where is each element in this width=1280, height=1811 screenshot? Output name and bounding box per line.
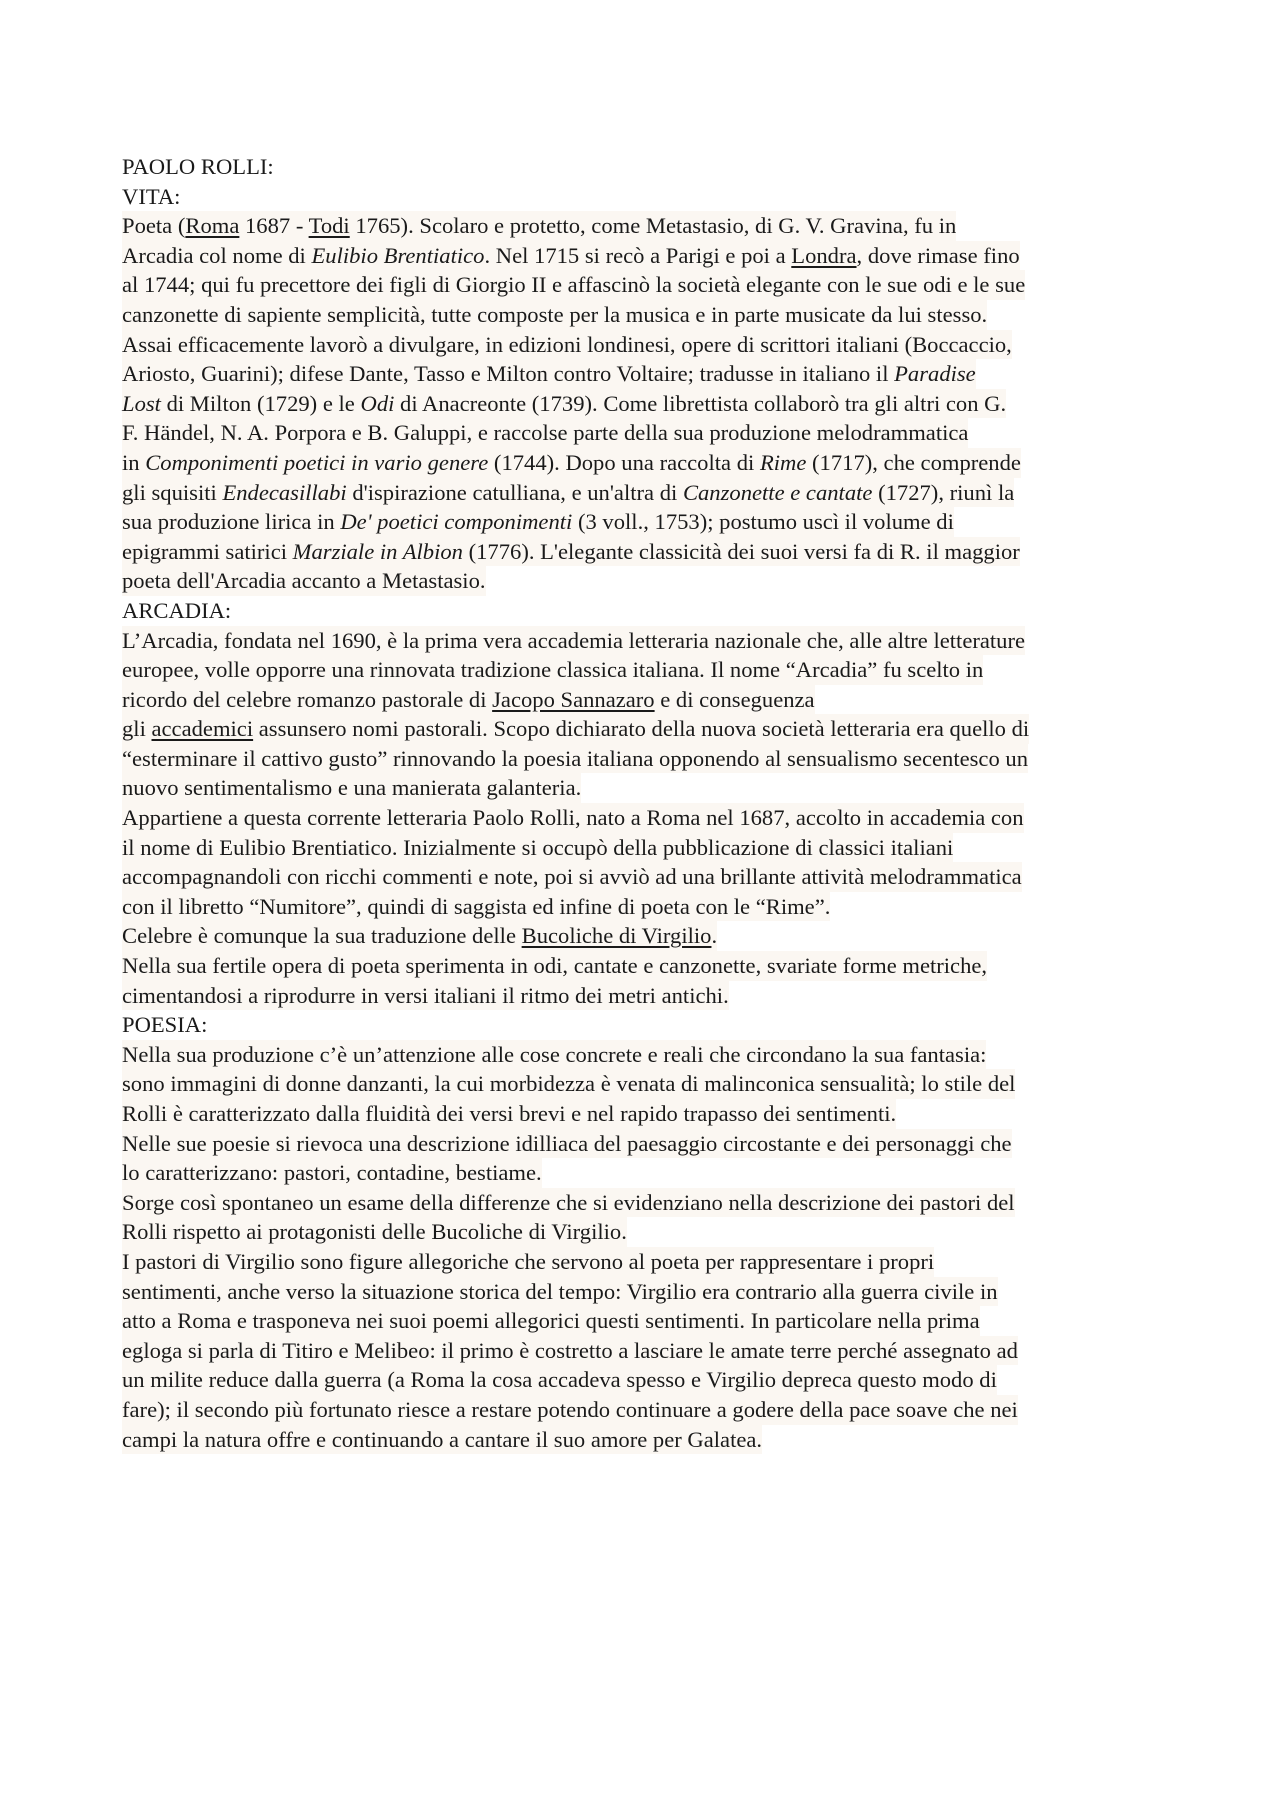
text-line: europee, volle opporre una rinnovata tradizione classica italiana. Il nome “Arcadia” fu scelto in	[122, 655, 983, 685]
text-line: “esterminare il cattivo gusto” rinnovando la poesia italiana opponendo al sensualismo secentesco un	[122, 744, 1028, 774]
text-line: ricordo del celebre romanzo pastorale di Jacopo Sannazaro e di conseguenza	[122, 685, 815, 715]
text-line: Rolli è caratterizzato dalla fluidità dei versi brevi e nel rapido trapasso dei sentimenti.	[122, 1099, 896, 1129]
section-heading-vita: VITA:	[122, 183, 181, 209]
section-heading-arcadia: ARCADIA:	[122, 597, 232, 623]
text-line: in Componimenti poetici in vario genere (1744). Dopo una raccolta di Rime (1717), che comprende	[122, 448, 1021, 478]
arcadia-paragraph	[122, 626, 1182, 1011]
text-line: I pastori di Virgilio sono figure allegoriche che servono al poeta per rappresentare i propri	[122, 1247, 934, 1277]
text-line: nuovo sentimentalismo e una manierata galanteria.	[122, 773, 581, 803]
text-line: Rolli rispetto ai protagonisti delle Bucoliche di Virgilio.	[122, 1217, 627, 1247]
text-line: Lost di Milton (1729) e le Odi di Anacreonte (1739). Come librettista collaborò tra gli altri con G.	[122, 389, 1006, 419]
link-londra[interactable]: Londra	[791, 242, 857, 268]
text-line: egloga si parla di Titiro e Melibeo: il primo è costretto a lasciare le amate terre perché assegnato ad	[122, 1336, 1018, 1366]
text-line: epigrammi satirici Marziale in Albion (1776). L'elegante classicità dei suoi versi fa di R. il maggior	[122, 537, 1020, 567]
text-line: cimentandosi a riprodurre in versi italiani il ritmo dei metri antichi.	[122, 981, 729, 1011]
link-roma[interactable]: Roma	[185, 213, 240, 239]
text-line: con il libretto “Numitore”, quindi di saggista ed infine di poeta con le “Rime”.	[122, 892, 830, 922]
document-page	[122, 152, 1182, 1454]
text-line: Appartiene a questa corrente letteraria Paolo Rolli, nato a Roma nel 1687, accolto in accademia con	[122, 803, 1024, 833]
text-line: Assai efficacemente lavorò a divulgare, in edizioni londinesi, opere di scrittori italiani (Boccaccio,	[122, 330, 1012, 360]
text-line: F. Händel, N. A. Porpora e B. Galuppi, e raccolse parte della sua produzione melodrammatica	[122, 418, 968, 448]
link-todi[interactable]: Todi	[308, 213, 350, 239]
link-bucoliche-di-virgilio[interactable]: Bucoliche di Virgilio	[521, 923, 712, 949]
link-accademici[interactable]: accademici	[151, 716, 254, 742]
text-line: al 1744; qui fu precettore dei figli di Giorgio II e affascinò la società elegante con le sue odi e le sue	[122, 270, 1025, 300]
document-title: PAOLO ROLLI:	[122, 154, 274, 179]
text-line: Nella sua fertile opera di poeta sperimenta in odi, cantate e canzonette, svariate forme metriche,	[122, 951, 987, 981]
text-line: gli squisiti Endecasillabi d'ispirazione catulliana, e un'altra di Canzonette e cantate (1727), riunì la	[122, 478, 1014, 508]
vita-paragraph	[122, 211, 1182, 596]
text-line: poeta dell'Arcadia accanto a Metastasio.	[122, 566, 486, 596]
text-line: sentimenti, anche verso la situazione storica del tempo: Virgilio era contrario alla guerra civile in	[122, 1277, 998, 1307]
text-line: Ariosto, Guarini); difese Dante, Tasso e Milton contro Voltaire; tradusse in italiano il Paradise	[122, 359, 976, 389]
text-line: sua produzione lirica in De' poetici componimenti (3 voll., 1753); postumo uscì il volume di	[122, 507, 954, 537]
section-heading-poesia: POESIA:	[122, 1012, 208, 1038]
text-line: un milite reduce dalla guerra (a Roma la cosa accadeva spesso e Virgilio depreca questo modo di	[122, 1365, 997, 1395]
text-line: Arcadia col nome di Eulibio Brentiatico. Nel 1715 si recò a Parigi e poi a Londra, dove rimase fino	[122, 241, 1020, 271]
text-line: fare); il secondo più fortunato riesce a restare potendo continuare a godere della pace soave che nei	[122, 1395, 1018, 1425]
text-line: il nome di Eulibio Brentiatico. Inizialmente si occupò della pubblicazione di classici italiani	[122, 833, 953, 863]
text-line: Nelle sue poesie si rievoca una descrizione idilliaca del paesaggio circostante e dei personaggi che	[122, 1129, 1012, 1159]
text-line: accompagnandoli con ricchi commenti e note, poi si avviò ad una brillante attività melodrammatica	[122, 862, 1022, 892]
text-line: lo caratterizzano: pastori, contadine, bestiame.	[122, 1158, 542, 1188]
link-jacopo-sannazaro[interactable]: Jacopo Sannazaro	[492, 686, 655, 712]
text-line: campi la natura offre e continuando a cantare il suo amore per Galatea.	[122, 1425, 762, 1455]
text-line: L’Arcadia, fondata nel 1690, è la prima vera accademia letteraria nazionale che, alle altre letterature	[122, 626, 1025, 656]
text-line: sono immagini di donne danzanti, la cui morbidezza è venata di malinconica sensualità; lo stile del	[122, 1069, 1015, 1099]
text-line: atto a Roma e trasponeva nei suoi poemi allegorici questi sentimenti. In particolare nella prima	[122, 1306, 980, 1336]
text-line: Sorge così spontaneo un esame della differenze che si evidenziano nella descrizione dei pastori del	[122, 1188, 1015, 1218]
text-line: Celebre è comunque la sua traduzione delle Bucoliche di Virgilio.	[122, 921, 717, 951]
text-line: canzonette di sapiente semplicità, tutte composte per la musica e in parte musicate da lui stesso.	[122, 300, 987, 330]
text-line: Nella sua produzione c’è un’attenzione alle cose concrete e reali che circondano la sua fantasia:	[122, 1040, 986, 1070]
poesia-paragraph	[122, 1040, 1182, 1454]
text-line: gli accademici assunsero nomi pastorali. Scopo dichiarato della nuova società letteraria era quello di	[122, 714, 1029, 744]
text-line: Poeta (Roma 1687 - Todi 1765). Scolaro e protetto, come Metastasio, di G. V. Gravina, fu in	[122, 211, 956, 241]
